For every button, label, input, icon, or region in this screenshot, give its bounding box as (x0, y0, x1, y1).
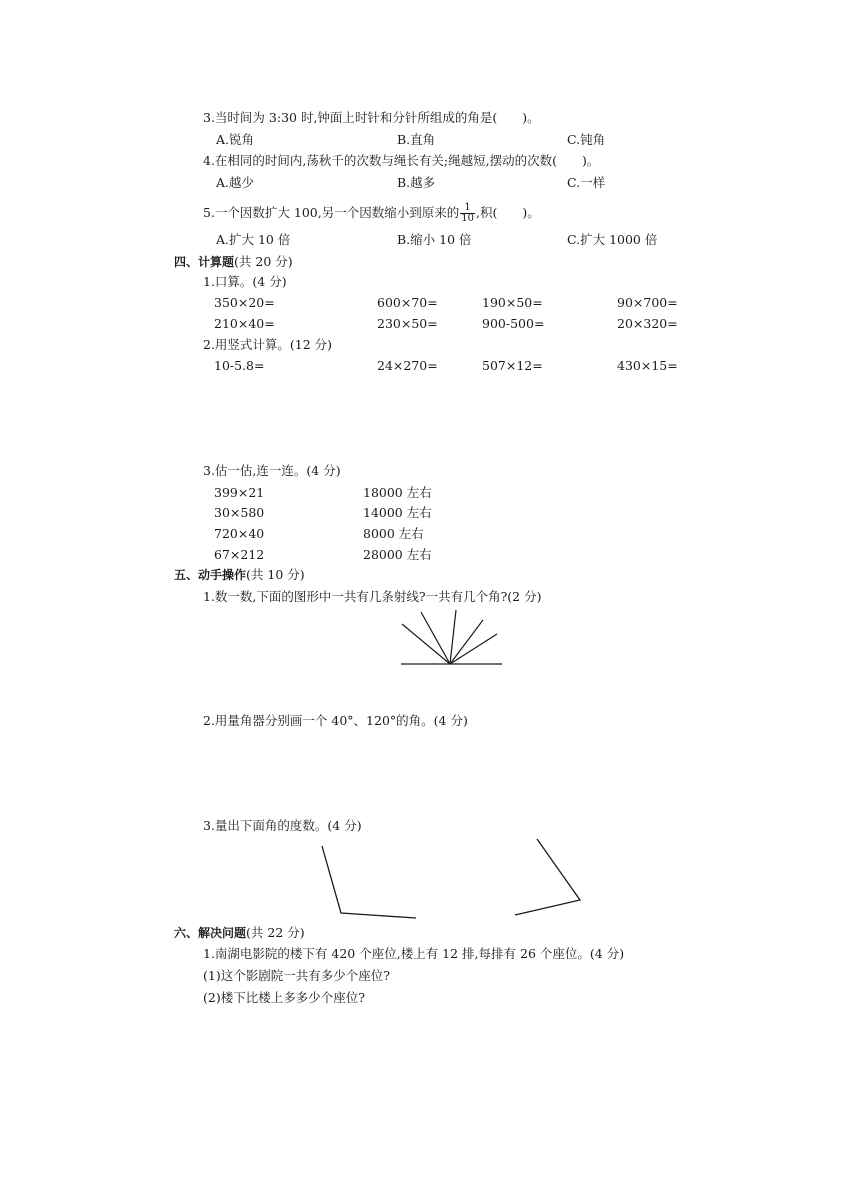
q5-option-a: A.扩大 10 倍 (216, 232, 291, 247)
sec4-part1-title: 1.口算。(4 分) (203, 274, 287, 289)
sec5-part3-title: 3.量出下面角的度数。(4 分) (203, 818, 362, 833)
estimate-left-item: 720×40 (214, 526, 265, 541)
fraction-denominator: 10 (461, 213, 474, 224)
sec6-problem1-part1: (1)这个影剧院一共有多少个座位? (203, 968, 390, 983)
estimate-right-item: 8000 左右 (363, 526, 424, 541)
q3-option-c: C.钝角 (567, 132, 606, 147)
vertical-calc-item: 507×12= (482, 358, 543, 373)
vertical-calc-item: 24×270= (377, 358, 438, 373)
section-4-score: (共 20 分) (234, 254, 293, 269)
q4-option-b: B.越多 (397, 175, 436, 190)
estimate-left-item: 399×21 (214, 485, 265, 500)
oral-calc-item: 210×40= (214, 316, 275, 331)
sec5-part2-title: 2.用量角器分别画一个 40°、120°的角。(4 分) (203, 713, 468, 728)
oral-calc-item: 230×50= (377, 316, 438, 331)
question-4-text: 4.在相同的时间内,荡秋千的次数与绳长有关;绳越短,摆动的次数( )。 (203, 153, 600, 168)
vertical-calc-item: 430×15= (617, 358, 678, 373)
angle-left (322, 846, 416, 918)
oral-calc-item: 20×320= (617, 316, 678, 331)
estimate-right-item: 18000 左右 (363, 485, 432, 500)
sec6-problem1-text: 1.南湖电影院的楼下有 420 个座位,楼上有 12 排,每排有 26 个座位。(4 分) (203, 946, 625, 961)
sec6-problem1-part2: (2)楼下比楼上多多少个座位? (203, 990, 365, 1005)
q5-option-c: C.扩大 1000 倍 (567, 232, 658, 247)
estimate-left-item: 67×212 (214, 547, 265, 562)
oral-calc-item: 90×700= (617, 295, 678, 310)
section-5-title: 五、动手操作 (174, 568, 247, 582)
q4-option-c: C.一样 (567, 175, 606, 190)
question-3-text: 3.当时间为 3:30 时,钟面上时针和分针所组成的角是( )。 (203, 110, 540, 125)
q3-option-a: A.锐角 (216, 132, 255, 147)
vertical-calc-item: 10-5.8= (214, 358, 265, 373)
angle-right (515, 839, 580, 915)
q4-option-a: A.越少 (216, 175, 255, 190)
q3-option-b: B.直角 (397, 132, 436, 147)
sec4-part3-title: 3.估一估,连一连。(4 分) (203, 463, 341, 478)
section-6-heading (174, 925, 305, 941)
oral-calc-item: 350×20= (214, 295, 275, 310)
section-6-title: 六、解决问题 (174, 926, 247, 940)
estimate-right-item: 14000 左右 (363, 505, 432, 520)
oral-calc-item: 900-500= (482, 316, 545, 331)
estimate-right-item: 28000 左右 (363, 547, 432, 562)
q5-text-pre: 5.一个因数扩大 100,另一个因数缩小到原来的 (203, 205, 460, 220)
estimate-left-item: 30×580 (214, 505, 265, 520)
section-6-score: (共 22 分) (246, 925, 305, 940)
section-4-title: 四、计算题 (174, 255, 235, 269)
fraction-numerator: 1 (460, 203, 475, 214)
q5-text-post: ,积( )。 (475, 205, 540, 220)
q5-option-b: B.缩小 10 倍 (397, 232, 472, 247)
oral-calc-item: 190×50= (482, 295, 543, 310)
oral-calc-item: 600×70= (377, 295, 438, 310)
section-5-score: (共 10 分) (246, 567, 305, 582)
sec4-part2-title: 2.用竖式计算。(12 分) (203, 337, 333, 352)
sec5-part1-title: 1.数一数,下面的图形中一共有几条射线?一共有几个角?(2 分) (203, 589, 542, 604)
